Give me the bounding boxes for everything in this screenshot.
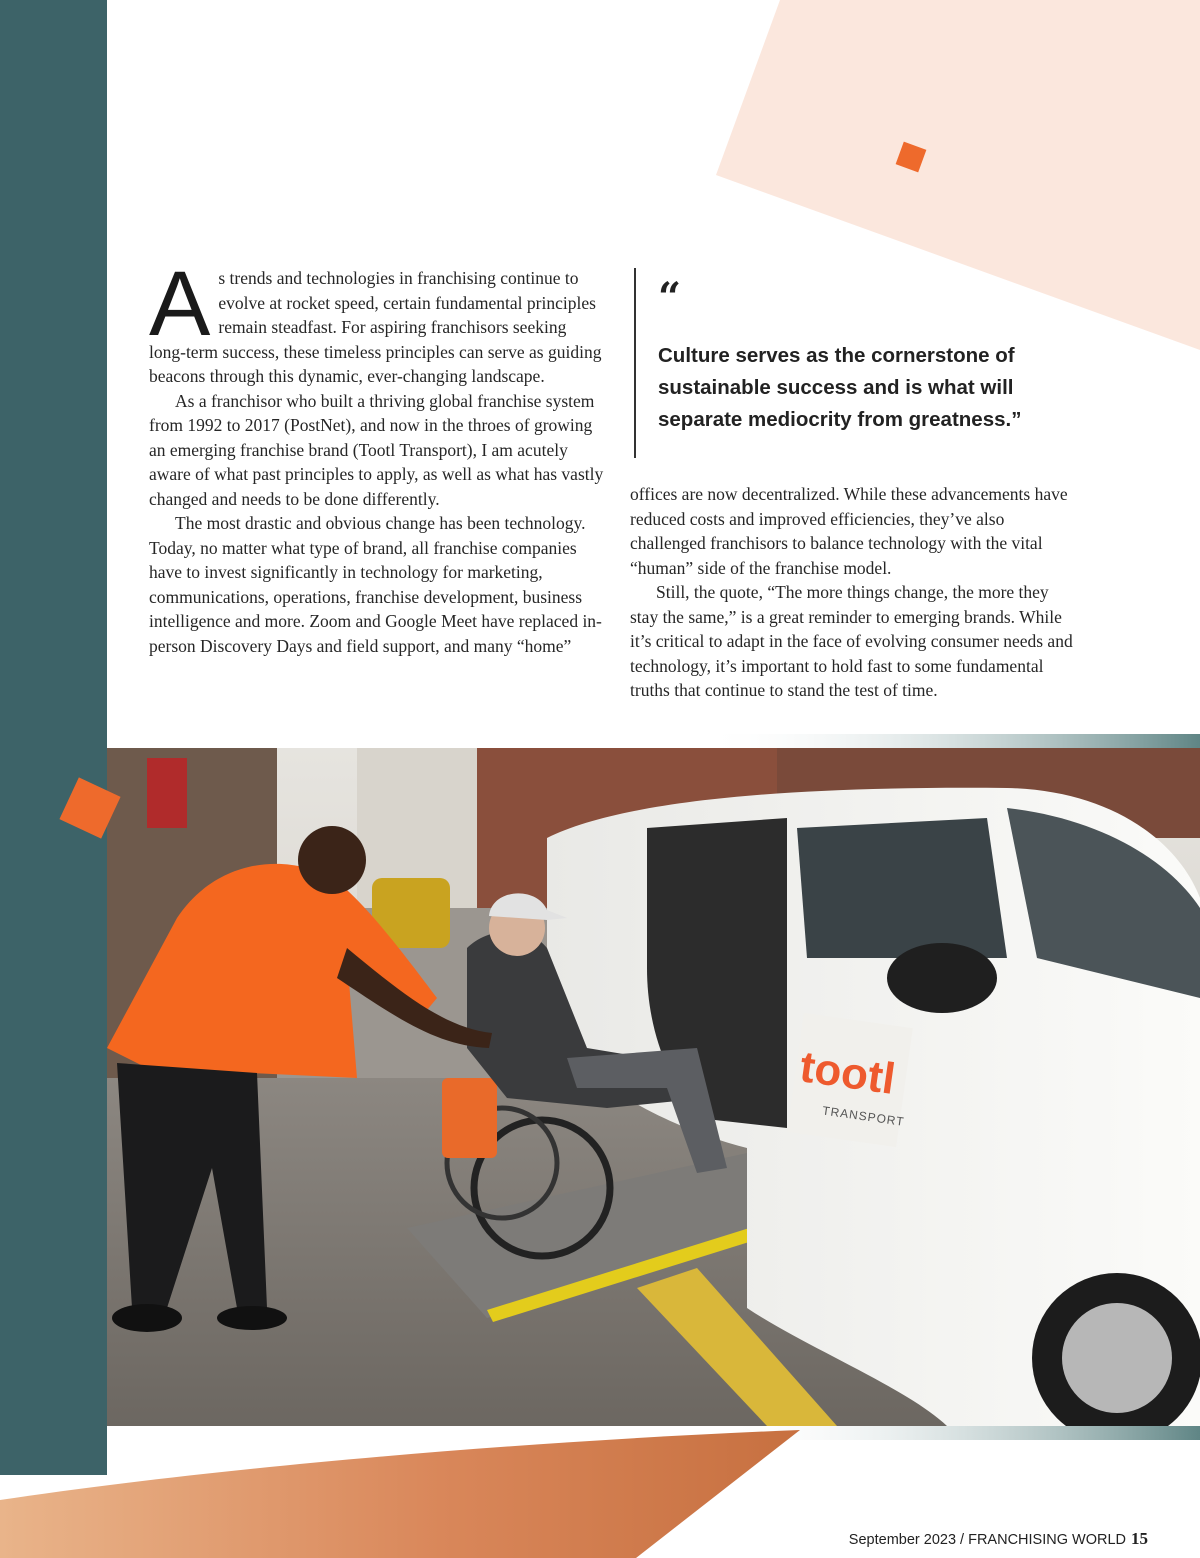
quote-text: Culture serves as the cornerstone of sustainable success and is what will separate mediocrity from greatness.”: [658, 344, 1022, 431]
article-column-right: [630, 482, 1075, 703]
teal-strip-top: [700, 734, 1200, 748]
paragraph-offices: offices are now decentralized. While these advancements have reduced costs and improved efficiencies, they’ve also challenged franchisors to balance technology with the vital “human” side of the franchise model.: [630, 484, 1068, 578]
van-wheel-hub: [1062, 1303, 1172, 1413]
tootl-logo-subtext: TRANSPORT: [821, 1103, 906, 1129]
attendant-shoe-right: [217, 1306, 287, 1330]
bottom-orange-swoosh: [0, 1430, 800, 1558]
intro-text: s trends and technologies in franchising continue to evolve at rocket speed, certain fundamental principles remain steadfast. For aspiring franchisors seeking long-term success, these timeless principles can serve as guiding beacons through this dynamic, ever-changing landscape.: [149, 268, 602, 386]
attendant-head: [298, 826, 366, 894]
side-mirror: [887, 943, 997, 1013]
page-footer: [849, 1529, 1148, 1549]
paragraph-quote: Still, the quote, “The more things change, the more they stay the same,” is a great reminder to emerging brands. While it’s critical to adapt in the face of evolving consumer needs and technology, it’s important to hold fast to some fundamental truths that continue to stand the test of time.: [630, 582, 1073, 700]
quote-mark: “: [658, 274, 680, 321]
attendant-shoe-left: [112, 1304, 182, 1332]
feature-photo: [107, 748, 1200, 1426]
intro-paragraph: [149, 253, 604, 389]
american-flag: [147, 758, 187, 828]
article-column-left: [149, 253, 604, 658]
drop-cap: A: [149, 253, 211, 355]
issue-label: September 2023 / FRANCHISING WORLD: [848, 1532, 1126, 1548]
pull-quote: [634, 268, 1054, 458]
wheelchair-bag: [442, 1078, 497, 1158]
van-window: [797, 818, 1007, 958]
orange-diamond-photo: [55, 773, 125, 843]
paragraph-technology: The most drastic and obvious change has been technology. Today, no matter what type of brand, all franchise companies have to invest significantly in technology for marketing, communications, operations, franchise development, business intelligence and more. Zoom and Google Meet have replaced in-person Discovery Days and field support, and many “home”: [149, 513, 602, 656]
paragraph-franchisor: As a franchisor who built a thriving global franchise system from 1992 to 2017 (PostNet), and now in the throes of growing an emerging franchise brand (Tootl Transport), I am acutely aware of what past principles to apply, as well as what has vastly changed and needs to be done differently.: [149, 390, 604, 509]
tootl-logo-text: tootl: [796, 1042, 899, 1104]
page-number: 15: [1131, 1529, 1148, 1548]
